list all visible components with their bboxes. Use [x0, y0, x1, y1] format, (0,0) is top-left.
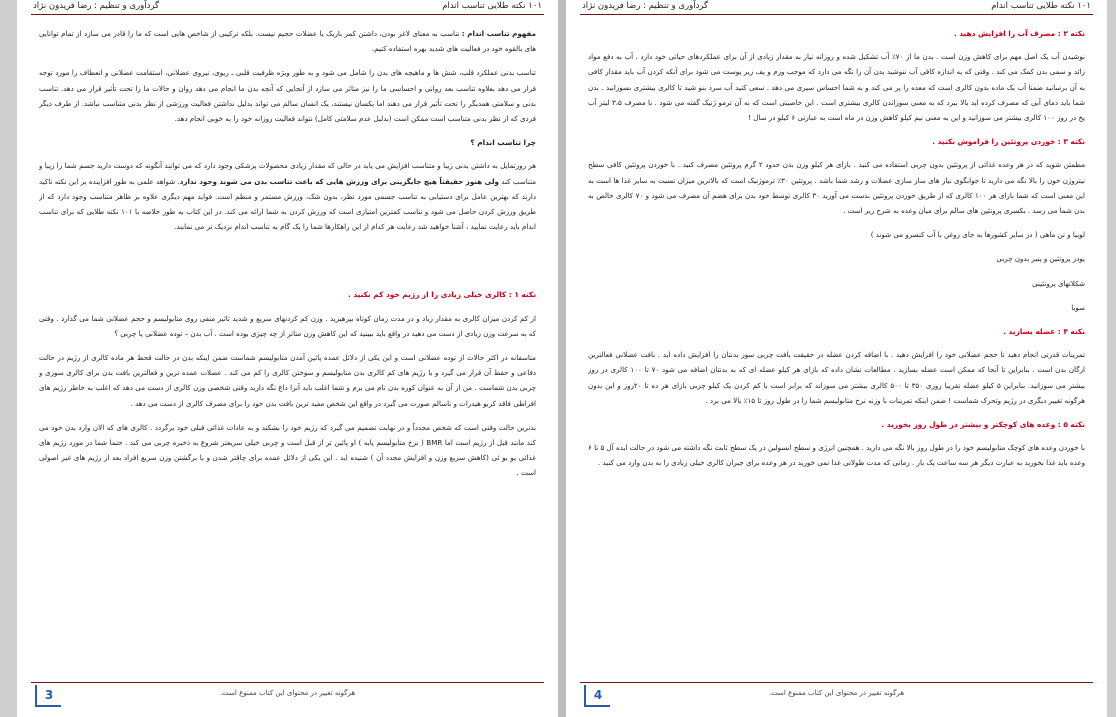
intro-text: تناسب به معنای لاغر بودن، داشتن کمر باریک یا عضلات حجیم نیست. بلکه ترکیبی از شاخص هایی است که ما را قادر می سازد از تمام توانایی های بالقوه خود در فعالیت های شدید بهره استفاده کنیم. — [39, 29, 536, 54]
page-header — [31, 0, 544, 15]
paragraph: متاسفانه در اکثر حالات از توده عضلانی است و این یکی از دلائل عمده پائین آمدن متابولیسم شماست ضمن اینکه بدن در حالت قحط هر ماده کالری از رژیم در حالت دفاعی و حفظ آن قرار می گیرد و با رژیم های کم کالری بدن متابولیسم و سوختن کالری را کم می کند . عضلات عمده ترین و فعالترین بافت بدن برای کالری سوزی و چربی بدن شماست . من از آن به عنوان کوره بدن نام می برم و شما اغلب باید آنرا داغ نگه دارید وقتی شخصی وزن کالری از دست می دهد که اغلب به خاطر رژیم های افراطی فاقد کربو هیدرات و ناسالم صورت می گیرد در واقع این شخص مفید ترین بافت بدن خود را برای مصرف کالری از دست می دهد . — [39, 353, 536, 408]
paragraph: نوشیدن آب یک اصل مهم برای کاهش وزن است . بدن ما از ۷۰٪ آب تشکیل شده و روزانه نیاز به مقدار زیادی از آن برای عملکردهای حیاتی خود دارد . آب به دفع مواد زائد و سمی بدن کمک می کند . وقتی که به اندازه کافی آب ننوشید بدن آن را نگه می دارد که موجب ورم و پف زیر پوست می شود برای آنکه کردن آب باید مقدار کافی به آن برسانید ضمنا آب یک ماده بدون کالری است که معده را پر می کند و به شما احساس سیری می دهد . سعی کنید آب سرد بنو شید تا کالری بیشتری بسوزانید . بدن شما باید دمای آبی که مصرف کرده اید بالا ببرد که به معنی سوزاندن کالری بیشتری است . این خاصیتی است که به آن ترمو ژنیک گفته می شود . با مصرف ۳،۵ لیتر آب یخ در روز ۱۰۰ کالری بیشتر می سوزانید و این به معنی نیم کیلو کاهش وزن در ماه است به عبارتی ۶ کیلو در سال ! — [588, 52, 1085, 123]
list-item: پودر پروتئین و پنیر بدون چربی — [996, 254, 1085, 264]
paragraph: با خوردن وعده های کوچک متابولیسم خود را در طول روز بالا نگه می دارید . همچنین انرژی و سطح انسولین در یک سطح ثابت نگه داشته می شود در حالت ایده آل ۵ تا ۶ وعده باید غذا بخورید به عبارت دیگر هر سه ساعت یک بار . زمانی که مدت طولانی غذا نمی خورید در هر وعده برای جبران کالری خیلی زیادی را به بدن وارد می کنید . — [588, 443, 1085, 468]
tip-heading: نکته ۴ : عضله بسازید . — [1003, 327, 1085, 337]
paragraph-text: ( نرخ متابولیسم پایه ) او پائین تر از قبل است و چربی خیلی سریعتر شروع به ذخیره چربی می کند . حتما شما در مورد رژیم های غذائی یو یو ئی (کاهش سریع وزن و افزایش مجدد آن ) شنیده اید . این یکی از دلائل عمده برای چاقتر شدن و یا برگشتن وزن سریع افراد بعد از رژیم های غیر اصولی است . — [39, 438, 536, 478]
tip-heading: نکته ۱ : کالری خیلی زیادی را از رژیم خود کم نکنید . — [347, 290, 536, 300]
emphasis-text: ولی هنوز حقیقتاً هیچ جایگزینی برای ورزش هایی که باعث تناسب بدن می شوند وجود ندارد — [179, 176, 499, 186]
paragraph-text: . شواهد علمی به طور افزاینده بر این نکته تاکید دارند که بهترین عامل برای دستیابی به تناسب جسمی مورد نظر، بدون شک، ورزش مستمر و منظم است. فواید مهم دیگری علاوه بر ظاهر متناسب وجود دارد که از طریق ورزش کردن حاصل می شود و تناسب کمترین امتیازی است که ورزش کردن به شما ارائه می کند. در این کتاب به طور خلاصه با ۱۰۱ نکته طلایی که برای تناسب اندام باید رعایت نمایید ، آشنا خواهید شد رعایت هر کدام از این راهکارها شما را یک گام به تناسب اندام نزدیک تر می نمایند. — [39, 176, 536, 232]
section-heading: چرا تناسب اندام ؟ — [470, 138, 536, 148]
page-body — [588, 26, 1085, 673]
copyright-notice: هرگونه تغییر در محتوای این کتاب ممنوع است. — [219, 689, 356, 697]
spacer — [39, 243, 536, 287]
page-number: 3 — [35, 685, 61, 707]
paragraph: تمرینات قدرتی انجام دهید تا حجم عضلانی خود را افزایش دهید . با اضافه کردن عضله در حقیقت بافت چربی سوز بدنتان را افزایش داده اید . بافت عضلانی فعالترین ارگان بدن است . بنابراین تا آنجا که ممکن است عضله بسازید . مطالعات نشان داده که بازای هر کیلو عضله ای که به بدنتان اضافه می شود ۷۰ تا ۱۰۰ کالری در روز بیشتر می سوزانید. بنابراین ۵ کیلو عضله تقریبا روزی ۳۵۰ تا ۵۰۰ کالری بیشتر می سوزاند که برابر است با کم کردن یک کیلو چربی بازای هر ده تا ۲۰روز و این بدون هرگونه تغییر دیگری در رژیم وتحرک شماست ! ضمن اینکه تمرینات با وزنه نرخ متابولیسم شما را در طول روز تا ۱۵٪ بالا می برد . — [588, 350, 1085, 405]
page-footer — [580, 682, 1093, 709]
document-page-4 — [566, 0, 1107, 717]
intro-label: مفهوم تناسب اندام : — [461, 29, 536, 38]
list-item: سویا — [1071, 302, 1085, 312]
tip-heading: نکته ۳ : خوردن پروتئین را فراموش نکنید . — [932, 137, 1085, 147]
paragraph: از کم کردن میزان کالری به مقدار زیاد و در مدت زمان کوتاه بپرهیزید . وزن کم کردنهای سریع و شدید تاثیر منفی روی متابولیسم و حجم عضلانی شما می گذارد . وقتی که به سرعت وزن زیادی از دست می دهید در واقع باید ببینید که این کاهش وزن متاثر از چه چیزی بوده است . آب بدن – توده عضلانی یا چربی ؟ — [39, 313, 536, 338]
page-footer — [31, 682, 544, 709]
page-number: 4 — [584, 685, 610, 707]
tip-heading: نکته ۲ : مصرف آب را افزایش دهید . — [953, 29, 1085, 38]
page-header — [580, 0, 1093, 15]
author-credit: گردآوری و تنظیم : رضا فریدون نژاد — [33, 1, 160, 11]
bmr-term: BMR — [426, 438, 443, 448]
paragraph-text: بدترین حالت وقتی است که شخص مجدداً و در نهایت تصمیم می گیرد که رژیم خود را بشکند و به عادات غذائی قبلی خود برگردد . کالری های که الان وارد بدن خود می کند مانند قبل از رژیم است اما — [39, 422, 536, 448]
book-title: ۱۰۱ نکته طلایی تناسب اندام — [442, 1, 542, 11]
list-item: شکلاتهای پروتئینی — [1032, 278, 1085, 288]
paragraph — [39, 420, 536, 481]
paragraph: مطمئن شوید که در هر وعده غذائی از پروتئین بدون چربی استفاده می کنید . بازای هر کیلو وزن بدن حدود ۲ گرم پروتئین مصرف کنید . با خوردن پروتئین کافی سطح نیتروژن خون را بالا نگه می دارید تا جوابگوی نیاز های ساز سازی عضلات و رشد شما باشد . پروتئین ۳۰٪ ترموژنیک است که بالاترین میزان نسبت به سایر غذا ها است به این معنی است که شما بازای هر ۱۰۰ کالری که از طریق خوردن پروتئین بدست می آورید ۳۰ کالری توسط خود بدن برای هضم آن مصرف می شود و ۷۰ کالری خالص به بدن شما می رسد . بکسری پروتئین های سالم برای میان وعده به شرح زیر است . — [588, 160, 1085, 216]
paragraph-text: هر روزتمایل به داشتن بدنی زیبا و متناسب افزایش می یابد در حالی که مقدار زیادی محصولات پزشکی وجود دارد که می توانند آنگونه که دوست دارید جسم شما را زیبا و متناسب کند — [39, 161, 536, 186]
document-page-3 — [17, 0, 558, 717]
book-title: ۱۰۱ نکته طلایی تناسب اندام — [991, 1, 1091, 11]
author-credit: گردآوری و تنظیم : رضا فریدون نژاد — [582, 1, 709, 11]
list-item: لوبیا و تن ماهی ( در سایر کشورها به جای روغن با آب کنسرو می شوند ) — [870, 230, 1085, 240]
page-body — [39, 26, 536, 673]
paragraph: تناسب بدنی عملکرد قلب، شش ها و ماهیچه های بدن را شامل می شود و به طور ویژه ظرفیت قلبی ـ ریوی، نیروی عضلانی، استقامت عضلانی و انعطاف را مورد توجه قرار می دهد بعلاوه تناسب بعد روانی و احساسی ما را نیز متاثر می سازد از آنجایی که آنچه بدن ما انجام می دهد روان و حالات ما را تحت تأثیر قرار می دهد. تناسب بدنی و سلامتی همدیگر را تحت تأثیر قرار می دهند اما یکسان نیستند، یک انسان سالم می تواند بدلیل نداشتن فعالیت ورزشی از نظر بدنی متناسب نباشد. از طرف دیگر فردی که از نظر بدنی متناسب است ممکن است (بدلیل عدم سلامتی کامل) نتواند فعالیت روزانه خود را به خوبی انجام دهد. — [39, 68, 536, 124]
copyright-notice: هرگونه تغییر در محتوای این کتاب ممنوع است. — [768, 689, 905, 697]
paragraph — [39, 158, 536, 234]
tip-heading: نکته ۵ : وعده های کوچکتر و بیشتر در طول روز بخورید . — [881, 420, 1085, 430]
page-gutter — [558, 0, 566, 717]
intro-paragraph — [39, 26, 536, 56]
